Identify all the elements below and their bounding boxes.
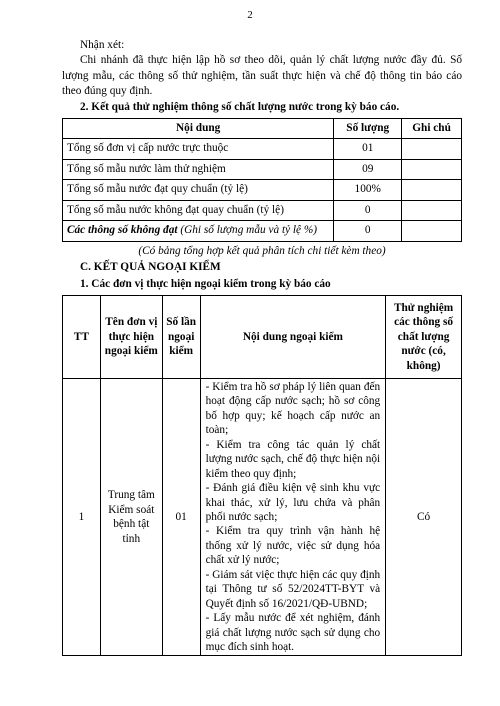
table-note: (Có bảng tổng hợp kết quả phân tích chi tiết kèm theo) xyxy=(138,244,386,257)
inspection-item: - Lấy mẫu nước để xét nghiệm, đánh giá chất lượng nước sạch sử dụng cho mục đích sinh hoạt. xyxy=(205,612,381,654)
section-2-title: 2. Kết quả thử nghiệm thông số chất lượng nước trong kỳ báo cáo. xyxy=(80,101,400,114)
table-row-failed-params xyxy=(63,221,462,242)
failed-params-label: Các thông số không đạt xyxy=(67,224,178,237)
row-note xyxy=(402,180,462,201)
table-row xyxy=(63,180,462,201)
row-content: Tổng số mẫu nước làm thử nghiệm xyxy=(63,159,334,180)
row-quantity: 01 xyxy=(334,139,402,160)
section-c-title: C. KẾT QUẢ NGOẠI KIỂM xyxy=(80,261,221,274)
row-quantity: 0 xyxy=(334,221,402,242)
inspection-item: - Đánh giá điều kiện vệ sinh khu vực khai thác, xử lý, lưu chứa và phân phối nước sạch; xyxy=(205,482,381,523)
row-content: Tổng số đơn vị cấp nước trực thuộc xyxy=(63,139,334,160)
inspection-item: - Kiểm tra quy trình vận hành hệ thống xử lý nước, việc sử dụng hóa chất xử lý nước; xyxy=(205,525,381,567)
header-inspection-content: Nội dung ngoại kiểm xyxy=(200,295,386,378)
row-note xyxy=(402,200,462,221)
row-unit: Trung tâm Kiểm soát bệnh tật tỉnh xyxy=(100,378,162,656)
header-quantity: Số lượng xyxy=(334,118,402,139)
external-inspection-table xyxy=(62,295,462,657)
table-row xyxy=(63,159,462,180)
table-header-row xyxy=(63,118,462,139)
page-number: 2 xyxy=(247,9,253,21)
water-test-results-table xyxy=(62,118,462,242)
header-times: Số lần ngoại kiểm xyxy=(162,295,200,378)
row-times: 01 xyxy=(162,378,200,656)
header-content: Nội dung xyxy=(63,118,334,139)
row-quantity: 0 xyxy=(334,200,402,221)
table-row xyxy=(63,378,462,656)
row-quantity: 100% xyxy=(334,180,402,201)
row-tt: 1 xyxy=(63,378,101,656)
header-water-test: Thử nghiệm các thông số chất lượng nước (có, không) xyxy=(386,295,462,378)
row-quantity: 09 xyxy=(334,159,402,180)
remarks-heading: Nhận xét: xyxy=(80,39,125,51)
row-note xyxy=(402,221,462,242)
table-header-row xyxy=(63,295,462,378)
page-content xyxy=(62,38,462,656)
table-row xyxy=(63,139,462,160)
row-note xyxy=(402,139,462,160)
section-c1-title: 1. Các đơn vị thực hiện ngoại kiểm trong kỳ báo cáo xyxy=(80,277,331,290)
inspection-item: - Kiểm tra công tác quản lý chất lượng nước sạch, chế độ thực hiện nội kiểm theo quy định; xyxy=(205,438,381,480)
row-content: Tổng số mẫu nước không đạt quay chuẩn (tỷ lệ) xyxy=(63,200,334,221)
inspection-item: - Giám sát việc thực hiện các quy định tại Thông tư số 52/2024TT-BYT và Quyết định số 16/2021/QĐ-UBND; xyxy=(205,568,381,610)
table-row xyxy=(63,200,462,221)
remarks-text: Chi nhánh đã thực hiện lập hồ sơ theo dõi, quản lý chất lượng nước đầy đủ. Số lượng mẫu, các thông số thử nghiệm, tần suất thực hiện và chế độ thông tin báo cáo theo đúng quy định. xyxy=(62,54,462,98)
row-content xyxy=(63,221,334,242)
header-note: Ghi chú xyxy=(402,118,462,139)
inspection-item: - Kiểm tra hồ sơ pháp lý liên quan đến hoạt động cấp nước sạch; hồ sơ công bố hợp quy; kế hoạch cấp nước an toàn; xyxy=(205,380,381,437)
header-tt: TT xyxy=(63,295,101,378)
header-unit: Tên đơn vị thực hiện ngoại kiểm xyxy=(100,295,162,378)
row-note xyxy=(402,159,462,180)
row-inspection-content xyxy=(200,378,386,656)
row-content: Tổng số mẫu nước đạt quy chuẩn (tỷ lệ) xyxy=(63,180,334,201)
row-water-test: Có xyxy=(386,378,462,656)
failed-params-hint: (Ghi số lượng mẫu và tỷ lệ %) xyxy=(177,224,318,237)
